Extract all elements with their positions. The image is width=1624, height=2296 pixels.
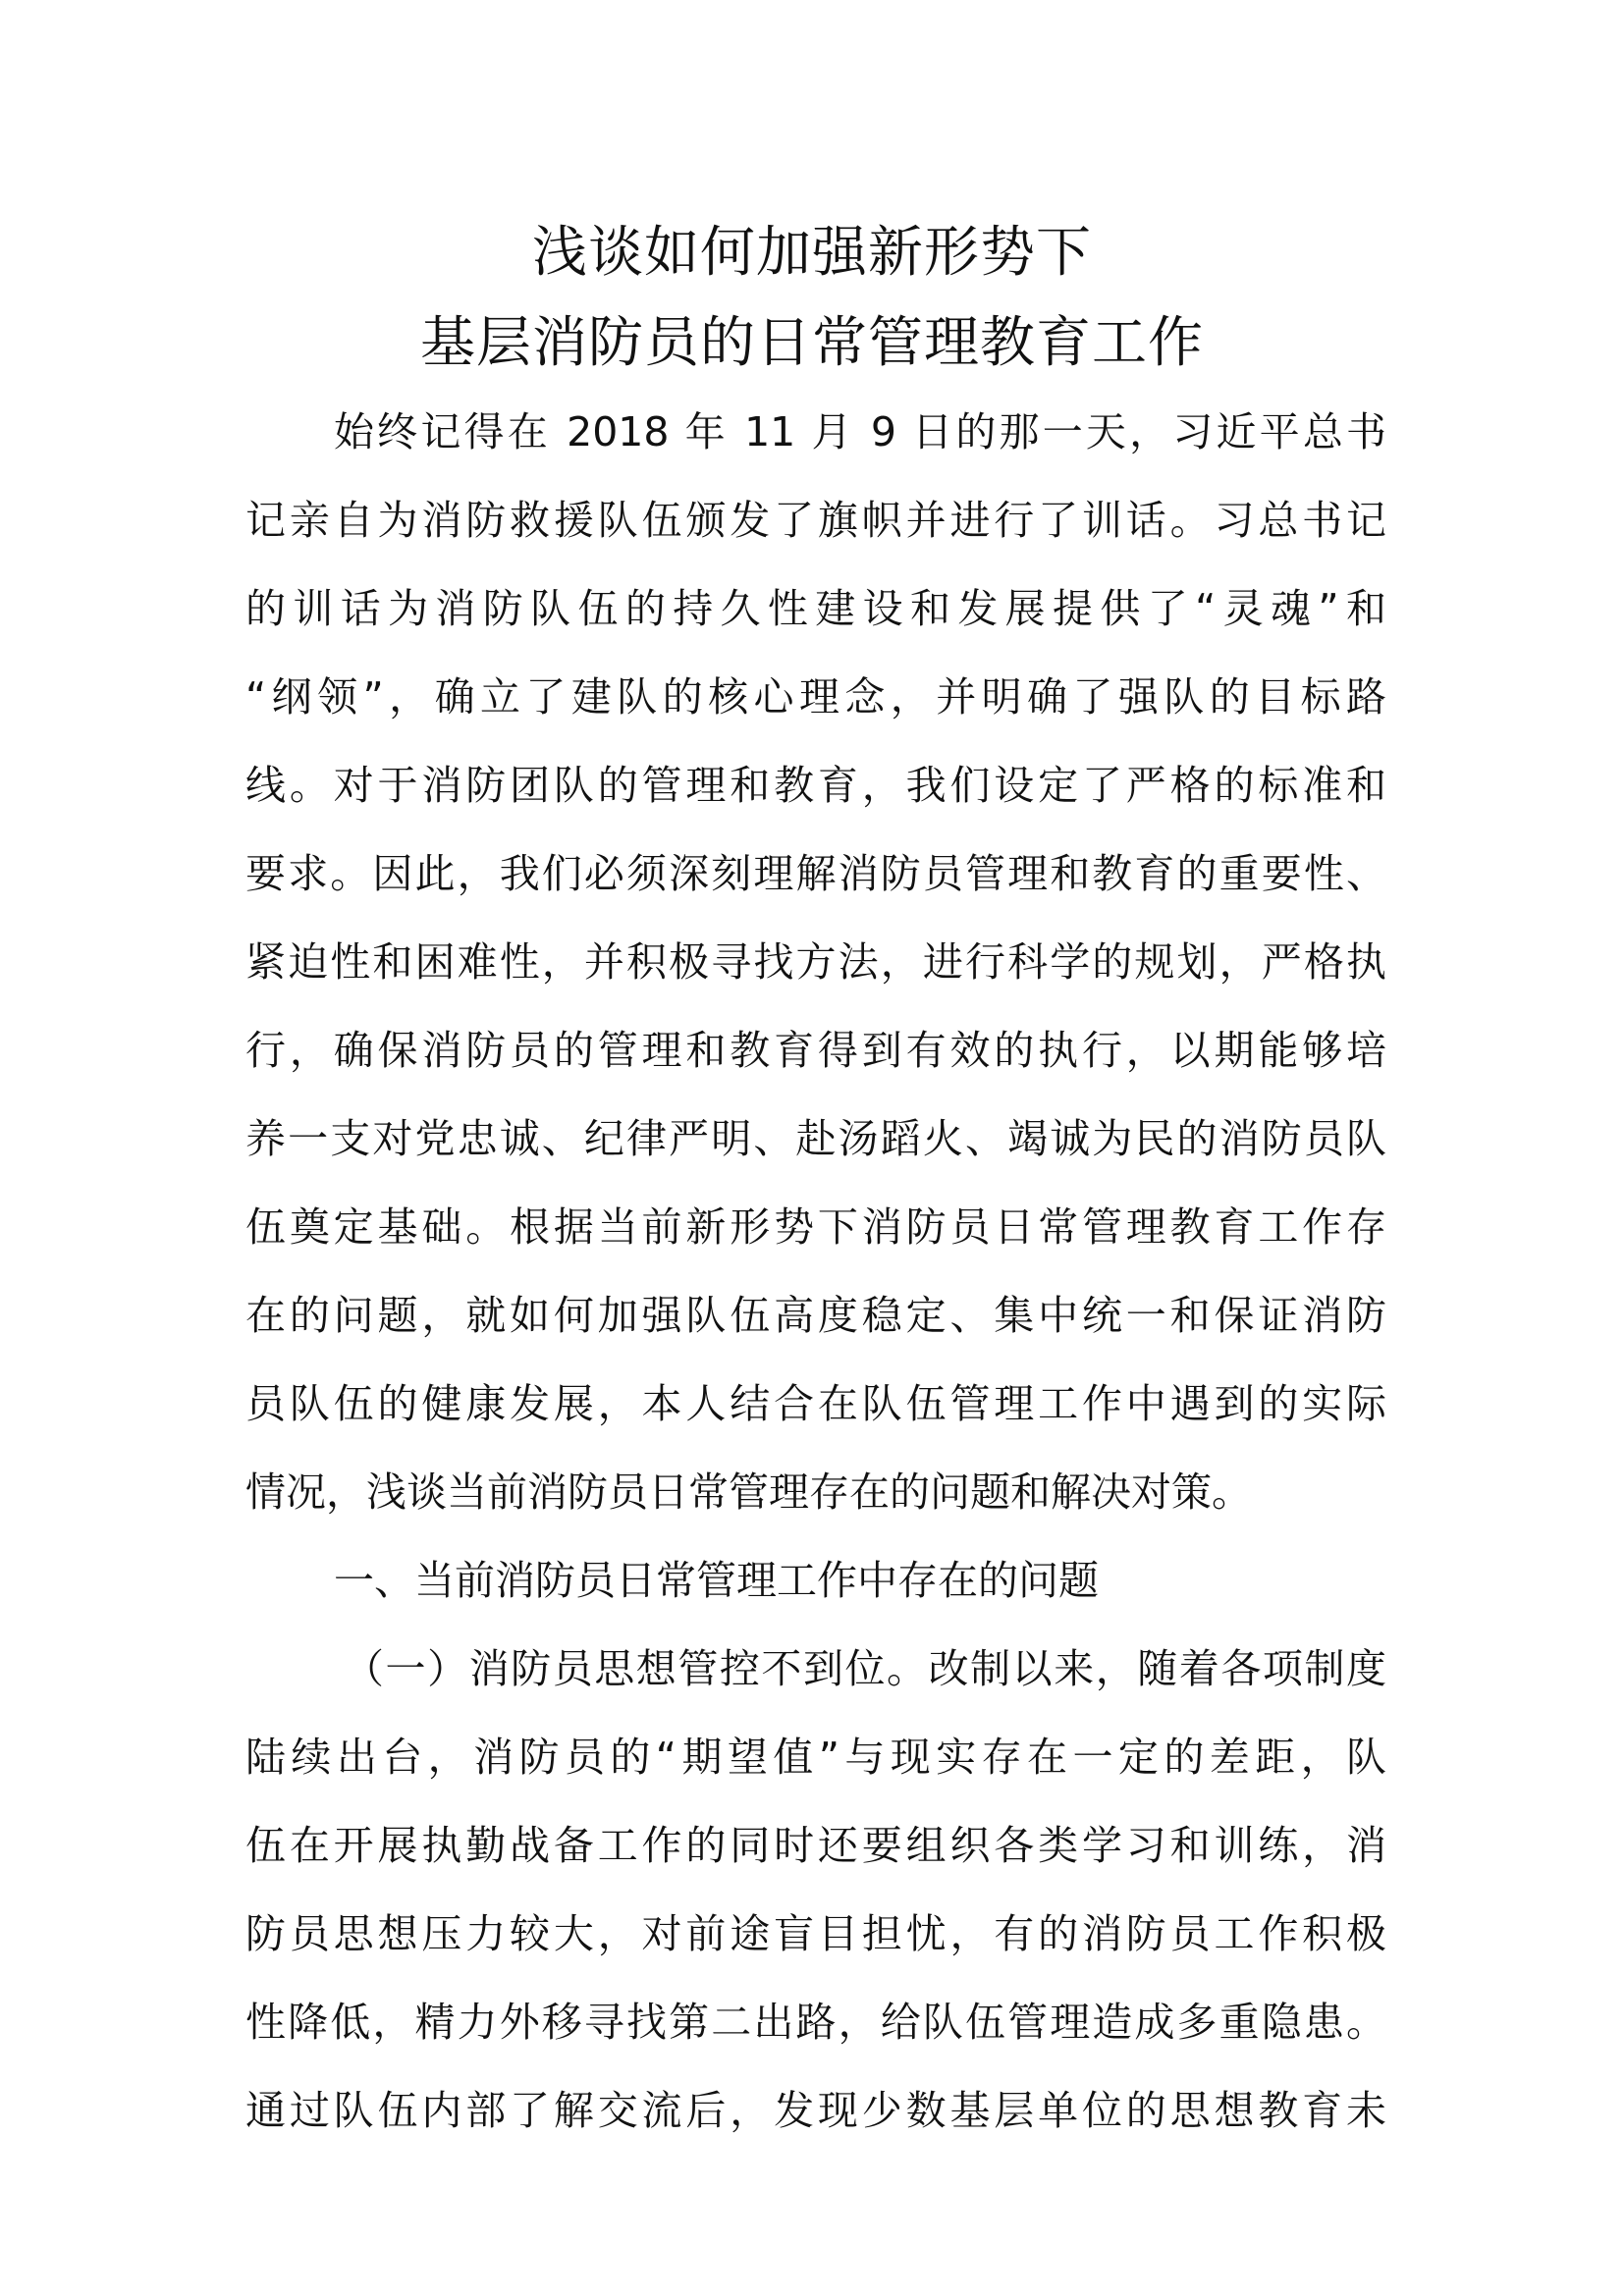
paragraph-line: 养一支对党忠诚、纪律严明、赴汤蹈火、竭诚为民的消防员队	[245, 1115, 1386, 1162]
paragraph-line: 通过队伍内部了解交流后，发现少数基层单位的思想教育未	[245, 2087, 1386, 2134]
paragraph-line: 要求。因此，我们必须深刻理解消防员管理和教育的重要性、	[245, 850, 1386, 897]
paragraph-line: 线。对于消防团队的管理和教育，我们设定了严格的标准和	[245, 762, 1386, 809]
paragraph-line: 陆续出台，消防员的“期望值”与现实存在一定的差距，队	[245, 1734, 1386, 1781]
paragraph-line: 紧迫性和困难性，并积极寻找方法，进行科学的规划，严格执	[245, 938, 1386, 986]
paragraph-line: 行，确保消防员的管理和教育得到有效的执行，以期能够培	[245, 1027, 1386, 1074]
document-title-line-2: 基层消防员的日常管理教育工作	[420, 311, 1204, 375]
paragraph-line: 防员思想压力较大，对前途盲目担忧，有的消防员工作积极	[245, 1910, 1386, 1957]
paragraph-line: 情况，浅谈当前消防员日常管理存在的问题和解决对策。	[245, 1468, 1252, 1516]
document-title-line-1: 浅谈如何加强新形势下	[532, 221, 1092, 285]
paragraph-line: 始终记得在 2018 年 11 月 9 日的那一天，习近平总书	[334, 408, 1386, 455]
paragraph-line: 伍在开展执勤战备工作的同时还要组织各类学习和训练，消	[245, 1822, 1386, 1869]
paragraph-line: 伍奠定基础。根据当前新形势下消防员日常管理教育工作存	[245, 1203, 1386, 1251]
paragraph-line: 性降低，精力外移寻找第二出路，给队伍管理造成多重隐患。	[245, 1999, 1386, 2046]
paragraph-line: 的训话为消防队伍的持久性建设和发展提供了“灵魂”和	[245, 585, 1386, 632]
paragraph-line: 员队伍的健康发展，本人结合在队伍管理工作中遇到的实际	[245, 1380, 1386, 1427]
paragraph-line: “纲领”，确立了建队的核心理念，并明确了强队的目标路	[245, 673, 1386, 721]
paragraph-line: 在的问题，就如何加强队伍高度稳定、集中统一和保证消防	[245, 1292, 1386, 1339]
paragraph-line: 记亲自为消防救援队伍颁发了旗帜并进行了训话。习总书记	[245, 497, 1386, 544]
paragraph-line: （一）消防员思想管控不到位。改制以来，随着各项制度	[344, 1645, 1386, 1692]
section-heading: 一、当前消防员日常管理工作中存在的问题	[334, 1557, 1099, 1604]
